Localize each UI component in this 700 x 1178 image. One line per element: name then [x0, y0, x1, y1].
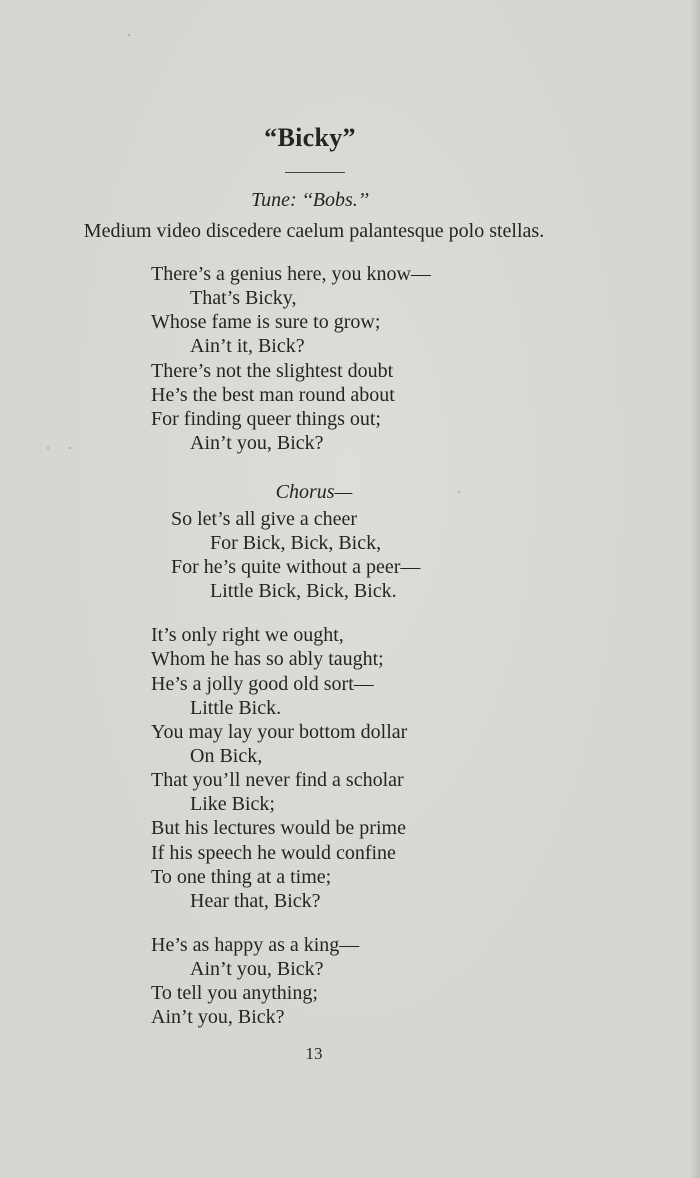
verse-line: On Bick,: [190, 745, 263, 767]
chorus-line: For Bick, Bick, Bick,: [210, 532, 382, 554]
verse-line: That’s Bicky,: [190, 287, 297, 309]
verse-line: Whose fame is sure to grow;: [151, 311, 381, 333]
chorus-label: Chorus—: [275, 481, 353, 503]
verse-line: Ain’t you, Bick?: [190, 432, 324, 454]
verse-line: To tell you anything;: [151, 982, 318, 1004]
verse-line: Ain’t it, Bick?: [190, 335, 305, 357]
paper-speck: [69, 447, 71, 449]
verse-line: He’s the best man round about: [151, 384, 395, 406]
epigraph: Medium video discedere caelum palantesque polo stellas.: [83, 220, 545, 242]
verse-line: That you’ll never find a scholar: [151, 769, 404, 791]
verse-line: There’s not the slightest doubt: [151, 360, 394, 382]
title-rule: [285, 172, 345, 173]
verse-line: Little Bick.: [190, 697, 282, 719]
verse-line: Like Bick;: [190, 793, 275, 815]
verse-line: Ain’t you, Bick?: [151, 1006, 285, 1028]
verse-line: Ain’t you, Bick?: [190, 958, 324, 980]
page-edge-shadow: [690, 0, 700, 1178]
verse-line: For finding queer things out;: [151, 408, 381, 430]
page-number: 13: [305, 1044, 323, 1063]
paper-speck: [128, 34, 130, 36]
verse-line: Hear that, Bick?: [190, 890, 321, 912]
paper-speck: [47, 447, 49, 449]
tune-line: Tune: ‘‘Bobs.’’: [251, 189, 369, 211]
verse-line: But his lectures would be prime: [151, 817, 406, 839]
song-title: “Bicky”: [264, 123, 356, 152]
chorus-line: Little Bick, Bick, Bick.: [210, 580, 397, 602]
chorus-line: For he’s quite without a peer—: [171, 556, 421, 578]
verse-line: Whom he has so ably taught;: [151, 648, 384, 670]
verse-line: It’s only right we ought,: [151, 624, 344, 646]
verse-line: To one thing at a time;: [151, 866, 332, 888]
chorus-line: So let’s all give a cheer: [171, 508, 358, 530]
verse-line: He’s as happy as a king—: [151, 934, 360, 956]
verse-line: There’s a genius here, you know—: [151, 263, 431, 285]
verse-line: You may lay your bottom dollar: [151, 721, 408, 743]
verse-line: He’s a jolly good old sort—: [151, 673, 374, 695]
verse-line: If his speech he would confine: [151, 842, 396, 864]
